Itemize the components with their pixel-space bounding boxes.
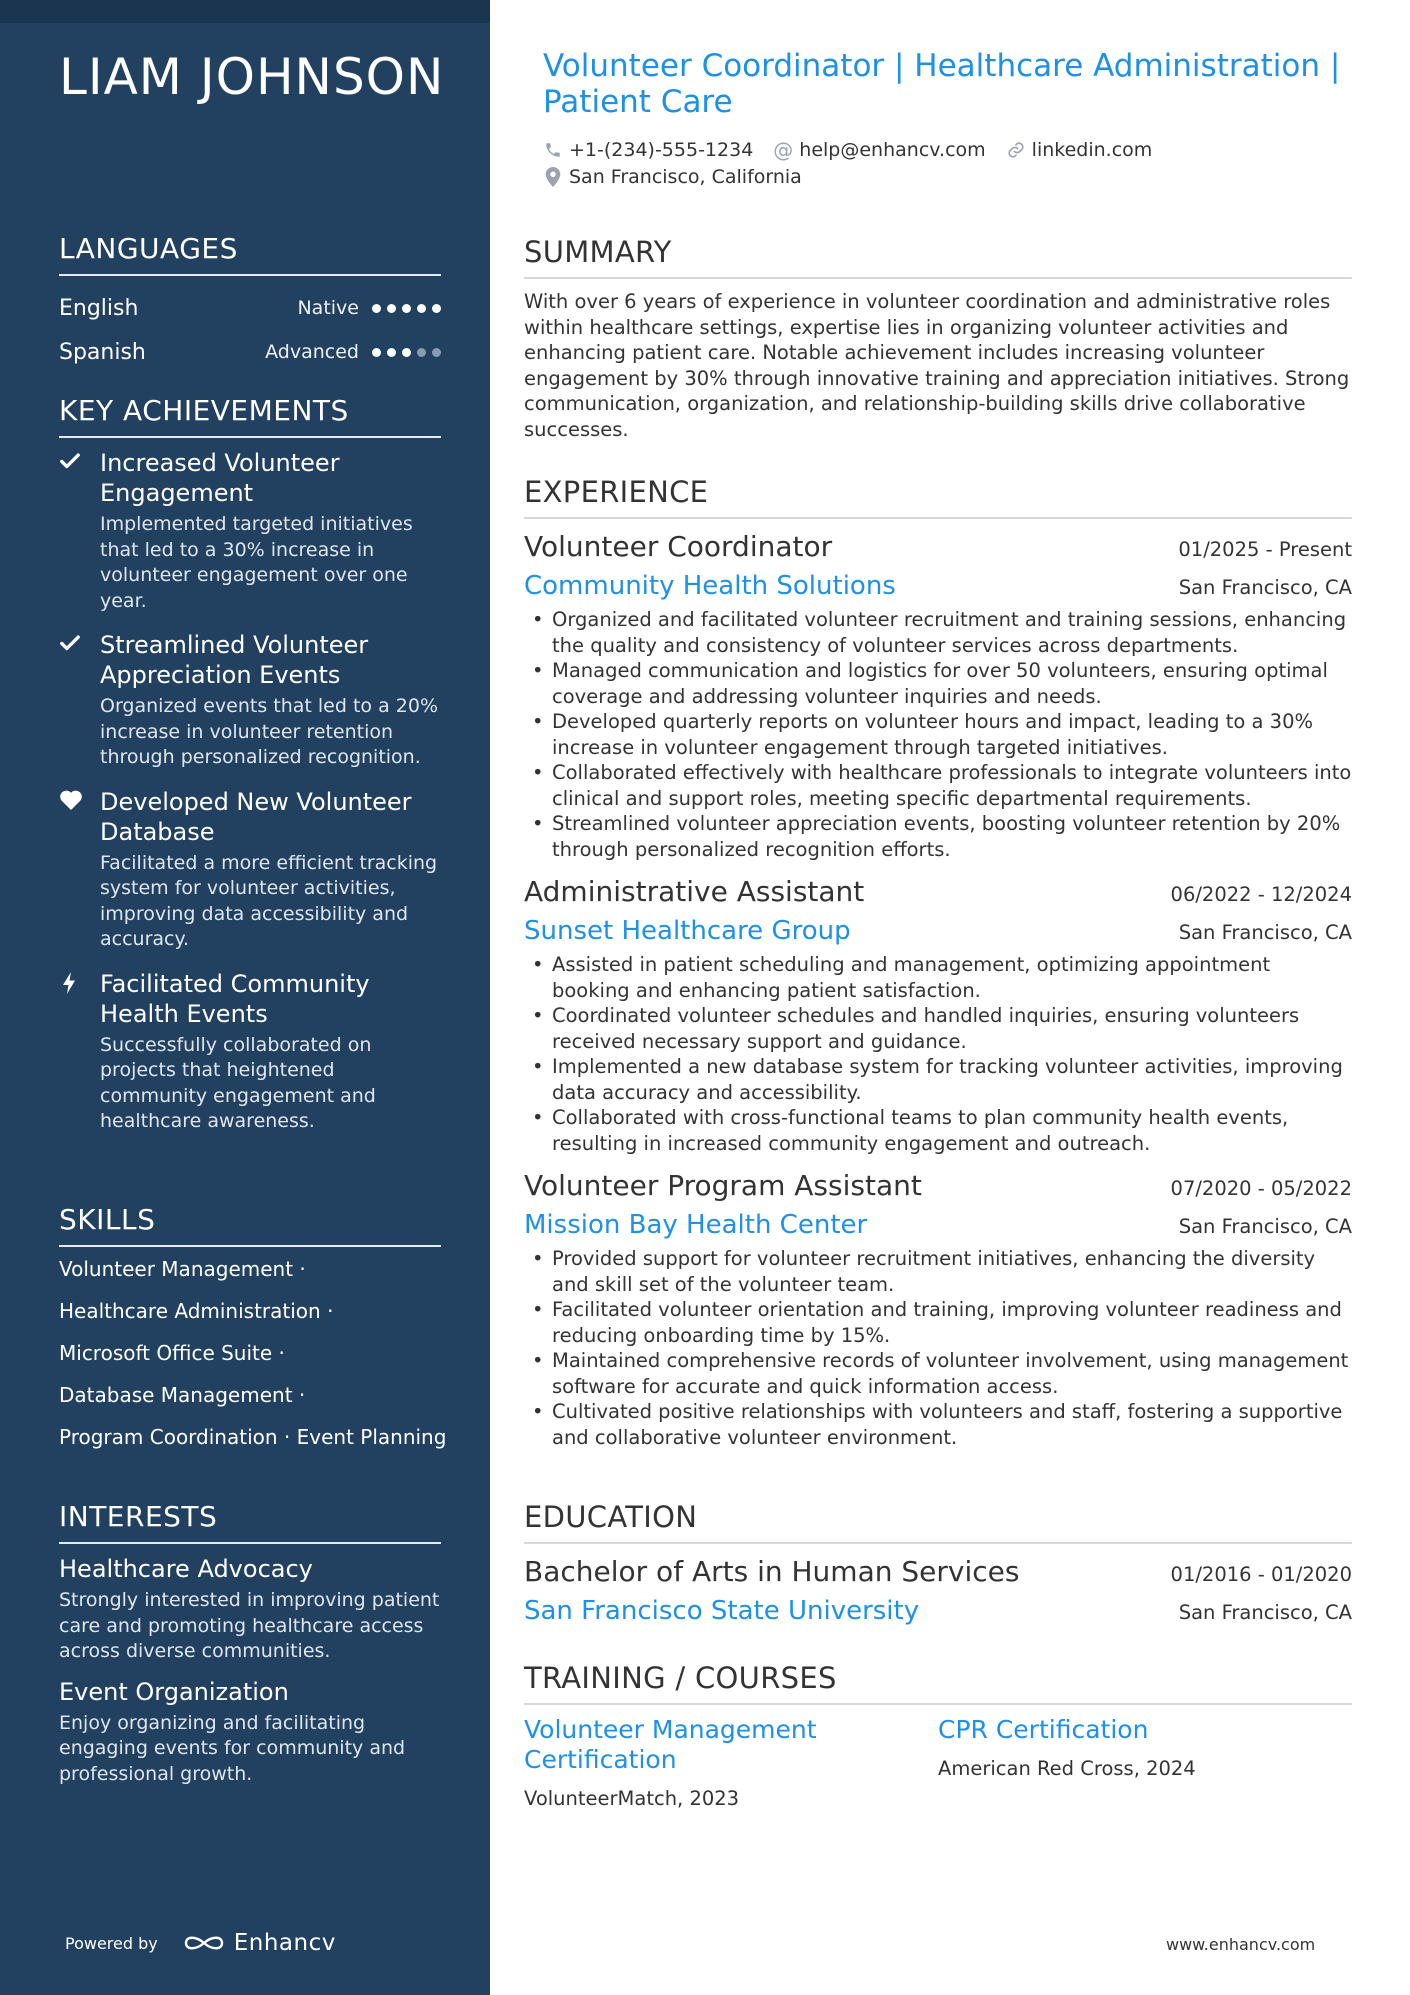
linkedin-text: linkedin.com (1031, 138, 1153, 161)
skill-item: Healthcare Administration · (59, 1299, 334, 1323)
proficiency-dot (387, 304, 396, 313)
link-icon (1006, 140, 1026, 160)
skills-section (59, 1203, 447, 1467)
job-company: Community Health Solutions (524, 571, 896, 601)
job-bullet: • Managed communication and logistics for over 50 volunteers, ensuring optimal coverage and addressing volunteer inquiries and needs. (524, 658, 1352, 709)
job-bullet: • Collaborated effectively with healthcare professionals to integrate volunteers into clinical and support roles, meeting specific departmental requirements. (524, 760, 1352, 811)
summary-section (524, 235, 1352, 442)
location-text: San Francisco, California (569, 165, 802, 188)
email-text: help@enhancv.com (799, 138, 986, 161)
interests-title: INTERESTS (59, 1500, 441, 1544)
job-location: San Francisco, CA (1178, 921, 1352, 944)
education-location: San Francisco, CA (1178, 1601, 1352, 1624)
training-desc: American Red Cross, 2024 (938, 1757, 1196, 1780)
job-date: 01/2025 - Present (1178, 538, 1352, 561)
training-title: TRAINING / COURSES (524, 1661, 1352, 1705)
job-bullet: • Streamlined volunteer appreciation events, boosting volunteer retention by 20% through personalized recognition efforts. (524, 811, 1352, 862)
proficiency-dot-empty (417, 348, 426, 357)
experience-section (524, 475, 1352, 1462)
contact-email[interactable] (773, 139, 985, 161)
job-date: 07/2020 - 05/2022 (1170, 1177, 1352, 1200)
proficiency-dot (402, 304, 411, 313)
language-level: Advanced (265, 341, 359, 363)
job-location: San Francisco, CA (1178, 1215, 1352, 1238)
contact-phone[interactable] (543, 139, 753, 161)
phone-icon (543, 140, 563, 160)
school: San Francisco State University (524, 1596, 920, 1626)
training-section (524, 1661, 1352, 1810)
interests-section (59, 1500, 441, 1799)
job-company: Sunset Healthcare Group (524, 916, 851, 946)
interest-title: Healthcare Advocacy (59, 1555, 313, 1583)
enhancv-brand-text: Enhancv (233, 1930, 336, 1956)
sidebar (0, 0, 490, 1995)
job-bullet: • Implemented a new database system for tracking volunteer activities, improving data accuracy and accessibility. (524, 1054, 1352, 1105)
footer-url[interactable]: www.enhancv.com (1166, 1935, 1316, 1954)
job-bullet: • Collaborated with cross-functional teams to plan community health events, resulting in increased community engagement and outreach. (524, 1105, 1352, 1156)
training-desc: VolunteerMatch, 2023 (524, 1787, 740, 1810)
contact-info (543, 136, 1343, 190)
achievement-desc: Successfully collaborated on projects that heightened community engagement and healthcare awareness. (100, 1033, 376, 1132)
job-bullets (524, 1246, 1352, 1450)
proficiency-dot (372, 348, 381, 357)
job-bullet: • Developed quarterly reports on volunteer hours and impact, leading to a 30% increase in volunteer engagement through targeted initiatives. (524, 709, 1352, 760)
achievement-item (59, 448, 441, 614)
interest-desc: Strongly interested in improving patient care and promoting healthcare access across diverse communities. (59, 1589, 440, 1662)
language-name: Spanish (59, 339, 146, 365)
proficiency-dot (417, 304, 426, 313)
education-title: EDUCATION (524, 1500, 1352, 1544)
contact-location (543, 166, 802, 188)
achievement-title: Developed New Volunteer Database (100, 787, 412, 846)
achievement-desc: Facilitated a more efficient tracking system for volunteer activities, improving data accessibility and accuracy. (100, 851, 438, 950)
job-date: 06/2022 - 12/2024 (1170, 883, 1352, 906)
training-item (524, 1715, 938, 1810)
candidate-name: LIAM JOHNSON (59, 48, 445, 106)
powered-by (65, 1930, 336, 1956)
proficiency-dot (372, 304, 381, 313)
job-title: Volunteer Program Assistant (524, 1169, 922, 1202)
interest-desc: Enjoy organizing and facilitating engaging events for community and professional growth. (59, 1711, 406, 1785)
training-name: Volunteer Management Certification (524, 1715, 817, 1774)
summary-title: SUMMARY (524, 235, 1352, 279)
training-grid (524, 1715, 1352, 1810)
job-bullet: • Provided support for volunteer recruitment initiatives, enhancing the diversity and skill set of the volunteer team. (524, 1246, 1352, 1297)
achievements-section (59, 394, 441, 1151)
job-entry (524, 529, 1352, 862)
job-bullet: • Coordinated volunteer schedules and handled inquiries, ensuring volunteers received necessary support and guidance. (524, 1003, 1352, 1054)
proficiency-dot (387, 348, 396, 357)
bolt-icon (59, 971, 85, 997)
proficiency-dots (372, 304, 441, 313)
language-name: English (59, 295, 139, 321)
job-bullet: • Assisted in patient scheduling and management, optimizing appointment booking and enhancing patient satisfaction. (524, 952, 1352, 1003)
skill-item: Microsoft Office Suite · (59, 1341, 285, 1365)
achievement-item (59, 969, 441, 1135)
check-icon (59, 632, 85, 658)
job-company: Mission Bay Health Center (524, 1210, 868, 1240)
heart-icon (59, 789, 85, 815)
proficiency-dot (402, 348, 411, 357)
contact-linkedin[interactable] (1006, 139, 1153, 161)
headline: Volunteer Coordinator | Healthcare Administration | Patient Care (543, 48, 1341, 120)
training-item (938, 1715, 1352, 1810)
skill-item: Database Management · (59, 1383, 306, 1407)
achievement-title: Facilitated Community Health Events (100, 969, 370, 1028)
languages-section (59, 232, 441, 374)
language-level: Native (297, 297, 359, 319)
location-pin-icon (543, 167, 563, 187)
contact-row (543, 163, 1343, 190)
proficiency-dot (432, 304, 441, 313)
achievement-desc: Implemented targeted initiatives that led to a 30% increase in volunteer engagement over one year. (100, 513, 413, 612)
job-title: Volunteer Coordinator (524, 530, 833, 563)
achievements-title: KEY ACHIEVEMENTS (59, 394, 441, 438)
skill-item: Volunteer Management · (59, 1257, 306, 1281)
job-bullet: • Cultivated positive relationships with volunteers and staff, fostering a supportive and collaborative volunteer environment. (524, 1399, 1352, 1450)
degree: Bachelor of Arts in Human Services (524, 1555, 1020, 1588)
experience-title: EXPERIENCE (524, 475, 1352, 519)
achievement-item (59, 630, 441, 771)
achievement-desc: Organized events that led to a 20% increase in volunteer retention through personalized recognition. (100, 695, 438, 768)
job-location: San Francisco, CA (1178, 576, 1352, 599)
summary-text: With over 6 years of experience in volunteer coordination and administrative roles within healthcare settings, expertise lies in organizing volunteer activities and enhancing patient care. Notable achievement includes increasing volunteer engagement by 30% through innovative training and appreciation initiatives. Strong communication, organization, and relationship-building skills drive collaborative successes. (524, 290, 1350, 441)
interest-title: Event Organization (59, 1677, 289, 1706)
job-entry (524, 874, 1352, 1156)
powered-by-label: Powered by (65, 1933, 158, 1953)
at-icon: @ (773, 137, 794, 162)
education-section (524, 1500, 1352, 1628)
achievement-item (59, 787, 441, 953)
skill-item: Program Coordination · Event Planning (59, 1425, 447, 1449)
training-name: CPR Certification (938, 1715, 1149, 1744)
proficiency-dot-empty (432, 348, 441, 357)
job-bullet: • Maintained comprehensive records of volunteer involvement, using management software for accurate and quick information access. (524, 1348, 1352, 1399)
enhancv-logo-icon (182, 1932, 226, 1954)
language-row (59, 330, 441, 374)
job-bullet: • Organized and facilitated volunteer recruitment and training sessions, enhancing the quality and consistency of volunteer services across departments. (524, 607, 1352, 658)
achievement-title: Increased Volunteer Engagement (100, 449, 340, 507)
skills-title: SKILLS (59, 1203, 441, 1247)
language-row (59, 286, 441, 330)
job-title: Administrative Assistant (524, 875, 865, 908)
phone-text: +1-(234)-555-1234 (569, 138, 754, 161)
proficiency-dots (372, 348, 441, 357)
sidebar-top-bar (0, 0, 490, 23)
job-entry (524, 1168, 1352, 1450)
job-bullet: • Facilitated volunteer orientation and training, improving volunteer readiness and reducing onboarding time by 15%. (524, 1297, 1352, 1348)
achievement-title: Streamlined Volunteer Appreciation Events (100, 631, 369, 689)
job-bullets (524, 952, 1352, 1156)
contact-row (543, 136, 1343, 163)
education-date: 01/2016 - 01/2020 (1170, 1563, 1352, 1586)
enhancv-logo[interactable] (182, 1930, 336, 1956)
check-icon (59, 450, 85, 476)
languages-title: LANGUAGES (59, 232, 441, 276)
job-bullets (524, 607, 1352, 862)
